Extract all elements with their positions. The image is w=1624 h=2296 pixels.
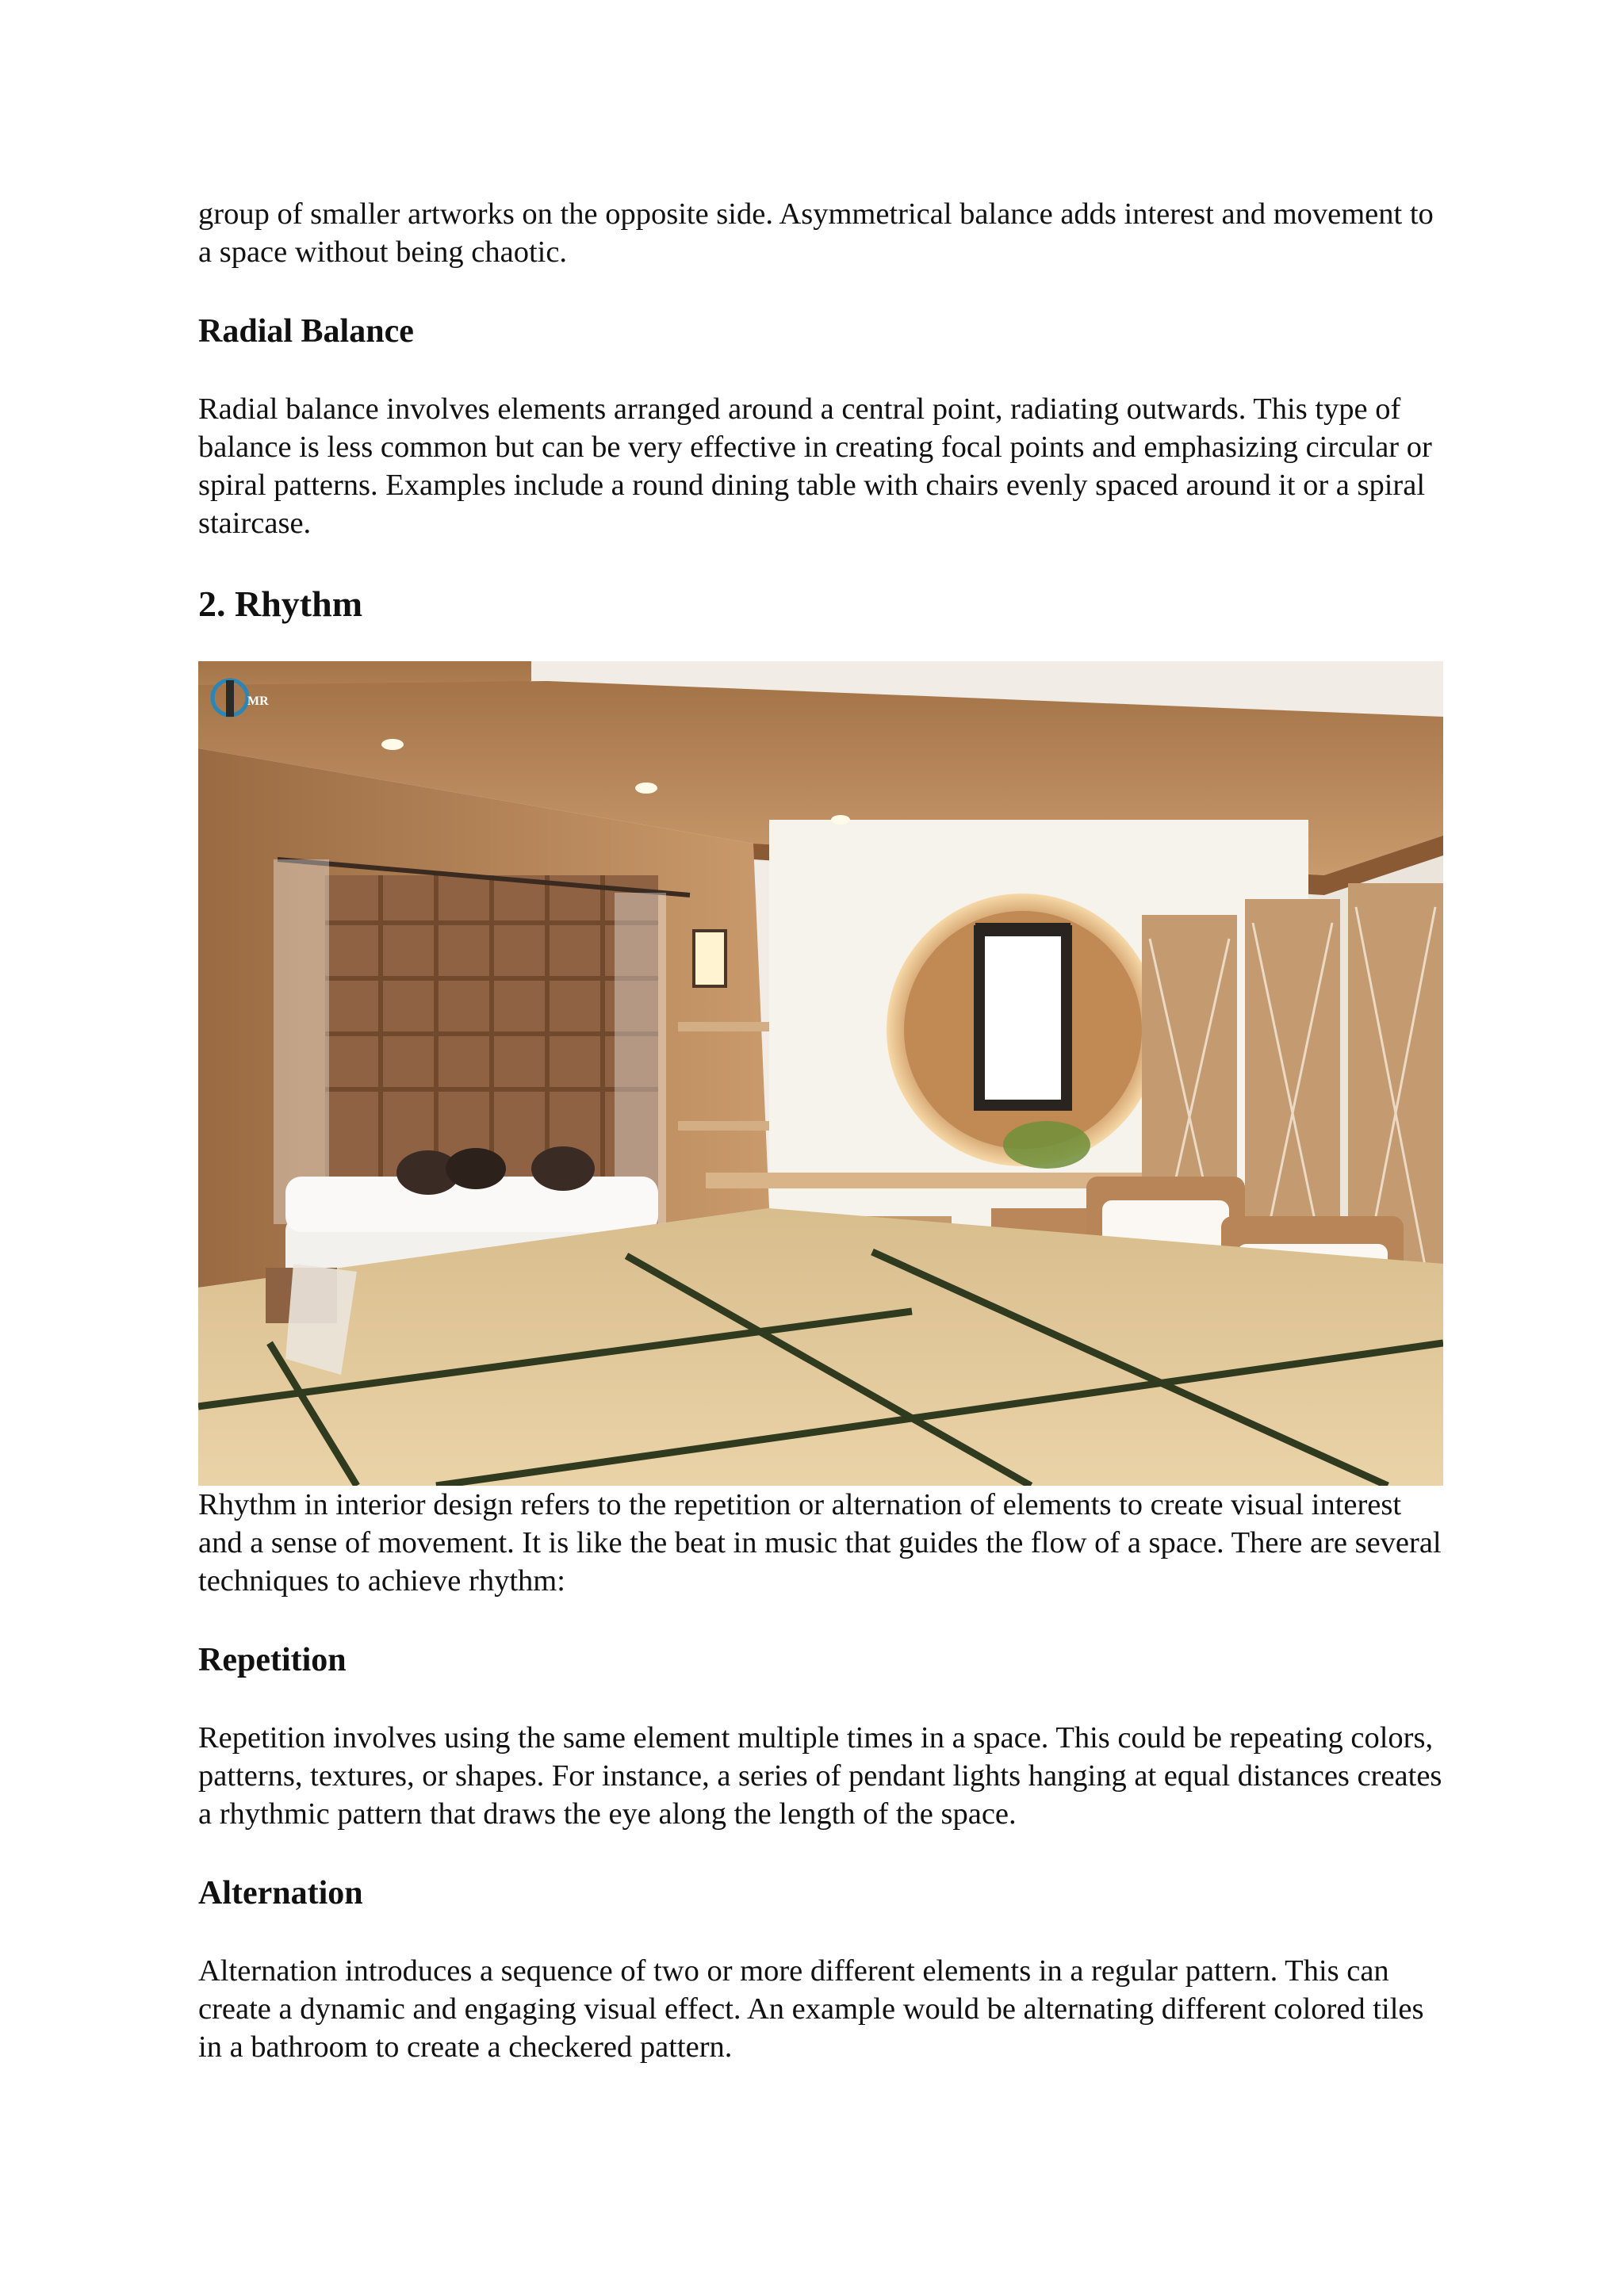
rhythm-paragraph: Rhythm in interior design refers to the repetition or alternation of elements to create visual interest and a sense of movement. It is like the beat in music that guides the flow of a space. There are several techniques to achieve rhythm: [198, 1488, 1442, 1598]
repetition-paragraph: Repetition involves using the same element multiple times in a space. This could be repeating colors, patterns, textures, or shapes. For instance, a series of pendant lights hanging at equal distances creates a rhythmic pattern that draws the eye along the length of the space. [198, 1721, 1442, 1831]
radial-balance-heading: Radial Balance [198, 313, 414, 350]
alternation-paragraph: Alternation introduces a sequence of two or more different elements in a regular pattern. This can create a dynamic and engaging visual effect. An example would be alternating different colored tiles in a bathroom to create a checkered pattern. [198, 1954, 1424, 2064]
rhythm-heading: 2. Rhythm [198, 584, 363, 624]
interior-photo [198, 661, 1443, 1486]
document-page [198, 195, 1443, 2066]
repetition-heading: Repetition [198, 1642, 347, 1678]
radial-balance-paragraph: Radial balance involves elements arranged around a central point, radiating outwards. This type of balance is less common but can be very effective in creating focal points and emphasizing circular or spiral patterns. Examples include a round dining table with chairs evenly spaced around it or a spiral staircase. [198, 392, 1432, 540]
intro-paragraph: group of smaller artworks on the opposite side. Asymmetrical balance adds interest and movement to a space without being chaotic. [198, 197, 1434, 269]
logo-text: MR [247, 695, 269, 708]
alternation-heading: Alternation [198, 1875, 363, 1911]
